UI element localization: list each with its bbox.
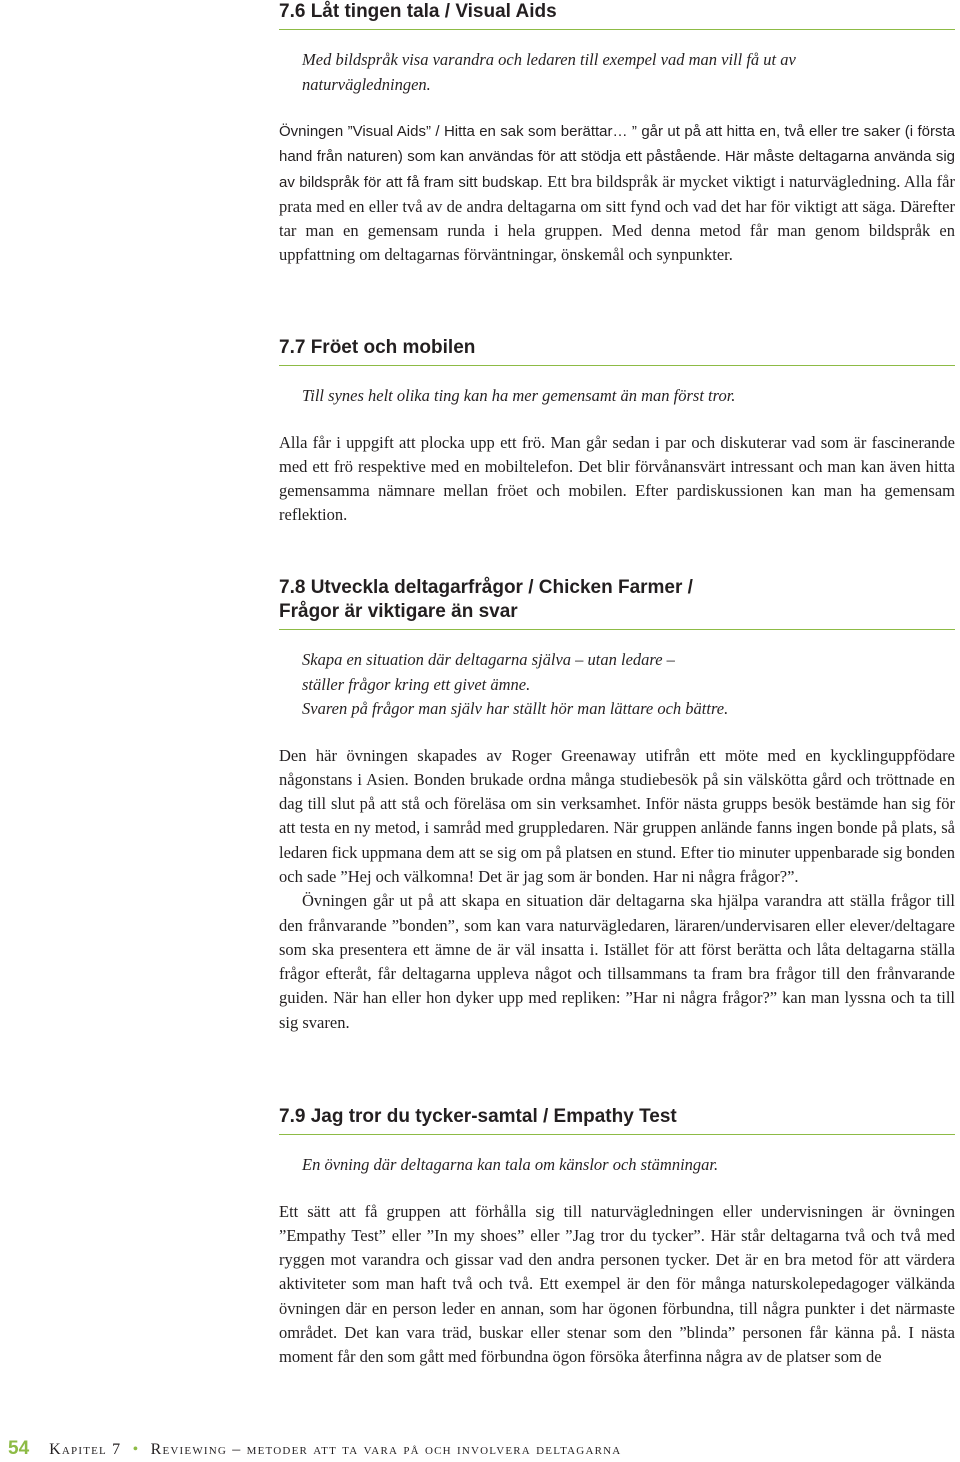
section-rule — [279, 629, 955, 630]
section-body: Alla får i uppgift att plocka upp ett frö. Man går sedan i par och diskuterar vad som är fascinerande med ett frö respektive med en mobiltelefon. Det blir förvånansvärt intressant och man kan även hitta gemensamma nämnare mellan fröet och mobilen. Efter pardiskussionen kan man ha gemensam reflektion. — [279, 432, 955, 525]
section-7-6 — [279, 0, 955, 268]
page-footer — [8, 1438, 958, 1462]
section-title-line2: Frågor är viktigare än svar — [279, 601, 518, 622]
lead-line: Skapa en situation där deltagarna själva – utan ledare – — [302, 650, 675, 669]
section-lead: Till synes helt olika ting kan ha mer gemensamt än man först tror. — [302, 386, 736, 405]
section-body: Ett sätt att få gruppen att förhålla sig till naturvägledningen eller undervisningen är övningen ”Empathy Test” eller ”In my shoes” eller ”Jag tror du tycker”. Här står deltagarna två och två med ryggen mot varandra och gissar vad den andra personen tycker. Det är en bra metod för att värdera aktiviteter som man haft två och två. Ett exempel är den för många naturskolepedagoger välkända övningen där en person leder en annan, som har ögonen förbundna, till några punkter i det närmaste området. Det kan vara träd, buskar eller stenar som den ”blinda” personen får känna på. I nästa moment får den som gått med förbundna ögon försöka återfinna några av de platser som de — [279, 1201, 955, 1367]
section-lead: Med bildspråk visa varandra och ledaren till exempel vad man vill få ut av naturvägledningen. — [302, 50, 796, 94]
section-body: Den här övningen skapades av Roger Greenaway utifrån ett möte med en kycklinguppfödare någonstans i Asien. Bonden brukade ordna många studiebesök på sin välskötta gård och tröttnade en dag till slut på att stå och föreläsa om sin verksamhet. Inför nästa grupps besök bestämde han sig för att testa en ny metod, i samråd med gruppledaren. När gruppen anlände fanns ingen bonde på plats, så ledaren fick uppmana dem att se sig om på platsen en stund. Efter tio minuter uppenbarade sig bonden och sade ”Hej och välkomna! Det är jag som är bonden. Har ni några frågor?”. — [279, 745, 955, 886]
section-title: 7.6 Låt tingen tala / Visual Aids — [279, 1, 557, 22]
section-title — [279, 576, 955, 624]
section-body: Övningen går ut på att skapa en situation där deltagarna ska hjälpa varandra att ställa frågor till den frånvarande ”bonden”, som kan vara naturvägledaren, läraren/undervisaren eller elever/deltagare som ska presentera ett ämne de är väl insatta i. Istället för att först berätta och låta deltagarna ställa frågor efteråt, får deltagarna uppleva något och tillsammans ta fram bra frågor till den frånvarande guiden. När han eller hon dyker upp med repliken: ”Har ni några frågor?” kan man lyssna och ta till sig svaren. — [279, 891, 955, 1032]
lead-line: ställer frågor kring ett givet ämne. — [302, 674, 531, 694]
section-7-9 — [279, 1105, 955, 1370]
section-lead: En övning där deltagarna kan tala om känslor och stämningar. — [302, 1155, 719, 1174]
page-number: 54 — [8, 1438, 30, 1459]
running-footer — [49, 1441, 621, 1459]
section-title: 7.9 Jag tror du tycker-samtal / Empathy Test — [279, 1106, 677, 1127]
bullet-separator: • — [132, 1441, 140, 1458]
section-7-8 — [279, 576, 955, 1035]
chapter-title: Reviewing – metoder att ta vara på och involvera deltagarna — [150, 1441, 622, 1458]
lead-line: Svaren på frågor man själv har ställt hör man lättare och bättre. — [302, 699, 729, 718]
section-title-line1: 7.8 Utveckla deltagarfrågor / Chicken Farmer / — [279, 577, 693, 598]
chapter-label: Kapitel 7 — [49, 1441, 122, 1458]
body-serif-part: Ett bra bildspråk är mycket viktigt i naturvägledning. Alla får prata med en eller två av de andra deltagarna om sitt fynd och vad det har för viktigt att säga. Därefter tar man en gemensam runda i hela gruppen. Med denna metod får man genom bildspråk en uppfattning om deltagarnas förväntningar, önskemål och synpunkter. — [279, 171, 955, 265]
section-7-7 — [279, 336, 955, 528]
section-rule — [279, 1134, 955, 1135]
section-body — [279, 119, 955, 268]
body-sans-part: Övningen ”Visual Aids” / Hitta en sak som berättar… ” går ut på att hitta en, två eller tre saker (i första hand från naturen) som kan användas för att stödja ett påstående. Här måste deltagarna använda sig av bildspråk för att få fram sitt budskap. — [279, 123, 955, 191]
section-rule — [279, 29, 955, 30]
section-rule — [279, 365, 955, 366]
section-title: 7.7 Fröet och mobilen — [279, 337, 476, 358]
section-lead — [302, 648, 955, 722]
